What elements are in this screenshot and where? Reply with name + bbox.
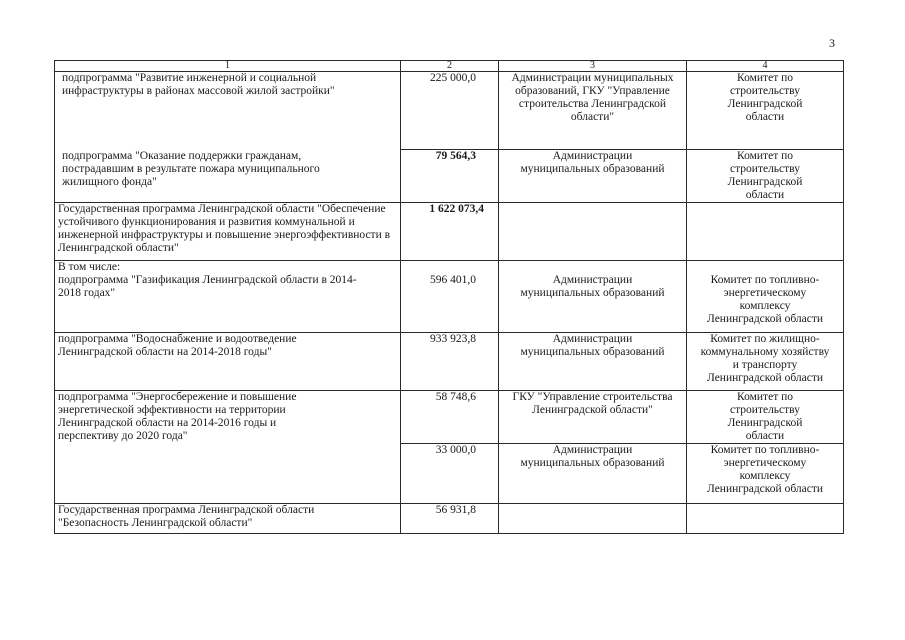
table-row bbox=[55, 504, 844, 534]
executor-cell bbox=[499, 333, 687, 391]
committee-cell bbox=[687, 391, 844, 444]
table-row bbox=[55, 72, 844, 150]
amount-value: 79 564,3 bbox=[435, 150, 476, 162]
committee-text: Комитет по жилищно-коммунальному хозяйству и транспорту Ленинградской области bbox=[700, 333, 830, 384]
program-name bbox=[55, 203, 401, 261]
program-name bbox=[55, 391, 401, 504]
program-name bbox=[55, 150, 401, 203]
committee-cell bbox=[687, 333, 844, 391]
budget-table bbox=[54, 60, 844, 534]
committee-cell bbox=[687, 203, 844, 261]
amount-cell bbox=[401, 203, 499, 261]
program-name-text: подпрограмма "Газификация Ленинградской области в 2014-2018 годах" bbox=[58, 274, 357, 299]
program-name bbox=[55, 333, 401, 391]
program-name-text: подпрограмма "Развитие инженерной и социальной инфраструктуры в районах массовой жилой застройки" bbox=[62, 72, 335, 97]
committee-cell bbox=[687, 504, 844, 534]
table-row bbox=[55, 150, 844, 203]
amount-value: 33 000,0 bbox=[435, 444, 476, 456]
amount-cell bbox=[401, 504, 499, 534]
header-col-3: 3 bbox=[499, 61, 687, 72]
executor-text: Администрации муниципальных образований, ГКУ "Управление строительства Ленинградской области" bbox=[511, 72, 674, 123]
committee-text: Комитет по топливно-энергетическому комплексу Ленинградской области bbox=[706, 444, 824, 495]
amount-cell bbox=[401, 150, 499, 203]
amount-cell bbox=[401, 261, 499, 333]
amount-cell bbox=[401, 333, 499, 391]
committee-text: Комитет по строительству Ленинградской области bbox=[727, 391, 803, 442]
header-col-4: 4 bbox=[687, 61, 844, 72]
executor-text: Администрации муниципальных образований bbox=[520, 333, 665, 358]
amount-value: 225 000,0 bbox=[430, 72, 476, 84]
amount-value: 933 923,8 bbox=[430, 333, 476, 345]
committee-cell bbox=[687, 444, 844, 504]
executor-cell bbox=[499, 72, 687, 150]
committee-cell bbox=[687, 261, 844, 333]
program-name bbox=[55, 261, 401, 333]
header-col-1: 1 bbox=[55, 61, 401, 72]
committee-cell bbox=[687, 150, 844, 203]
table-header-row bbox=[55, 61, 844, 72]
program-name bbox=[55, 72, 401, 150]
amount-value: 1 622 073,4 bbox=[429, 203, 484, 215]
page-number: 3 bbox=[829, 36, 835, 50]
table-row bbox=[55, 391, 844, 444]
table-row bbox=[55, 203, 844, 261]
executor-text: Администрации муниципальных образований bbox=[520, 150, 665, 175]
executor-cell bbox=[499, 391, 687, 444]
executor-cell bbox=[499, 444, 687, 504]
program-name-text: Государственная программа Ленинградской области "Обеспечение устойчивого функционирования и развития коммунальной и инженерной инфраструктуры и повышение энергоэффективности в Ленинградской области" bbox=[58, 203, 391, 254]
executor-cell bbox=[499, 203, 687, 261]
amount-cell bbox=[401, 444, 499, 504]
header-col-2: 2 bbox=[401, 61, 499, 72]
amount-cell bbox=[401, 72, 499, 150]
amount-value: 596 401,0 bbox=[430, 274, 476, 286]
executor-text: ГКУ "Управление строительства Ленинградской области" bbox=[512, 391, 673, 416]
program-name-text: подпрограмма "Водоснабжение и водоотведение Ленинградской области на 2014-2018 годы" bbox=[58, 333, 297, 358]
program-name-text: подпрограмма "Энергосбережение и повышение энергетической эффективности на территории Ленинградской области на 2014-2016 годы и перспективу до 2020 года" bbox=[58, 391, 297, 442]
committee-text: Комитет по топливно-энергетическому комплексу Ленинградской области bbox=[706, 274, 824, 325]
program-name-text: подпрограмма "Оказание поддержки гражданам, пострадавшим в результате пожара муниципального жилищного фонда" bbox=[62, 149, 320, 188]
program-intro-text: В том числе: bbox=[58, 261, 121, 273]
committee-text: Комитет по строительству Ленинградской области bbox=[727, 72, 803, 123]
executor-cell bbox=[499, 150, 687, 203]
amount-cell bbox=[401, 391, 499, 444]
executor-cell bbox=[499, 504, 687, 534]
executor-cell bbox=[499, 261, 687, 333]
program-name-text: Государственная программа Ленинградской области "Безопасность Ленинградской области" bbox=[58, 504, 315, 529]
executor-text: Администрации муниципальных образований bbox=[520, 444, 665, 469]
amount-value: 56 931,8 bbox=[435, 504, 476, 516]
table-row bbox=[55, 261, 844, 333]
committee-cell bbox=[687, 72, 844, 150]
executor-text: Администрации муниципальных образований bbox=[520, 274, 665, 299]
amount-value: 58 748,6 bbox=[435, 391, 476, 403]
program-name bbox=[55, 504, 401, 534]
table-row bbox=[55, 333, 844, 391]
committee-text: Комитет по строительству Ленинградской области bbox=[727, 150, 803, 201]
